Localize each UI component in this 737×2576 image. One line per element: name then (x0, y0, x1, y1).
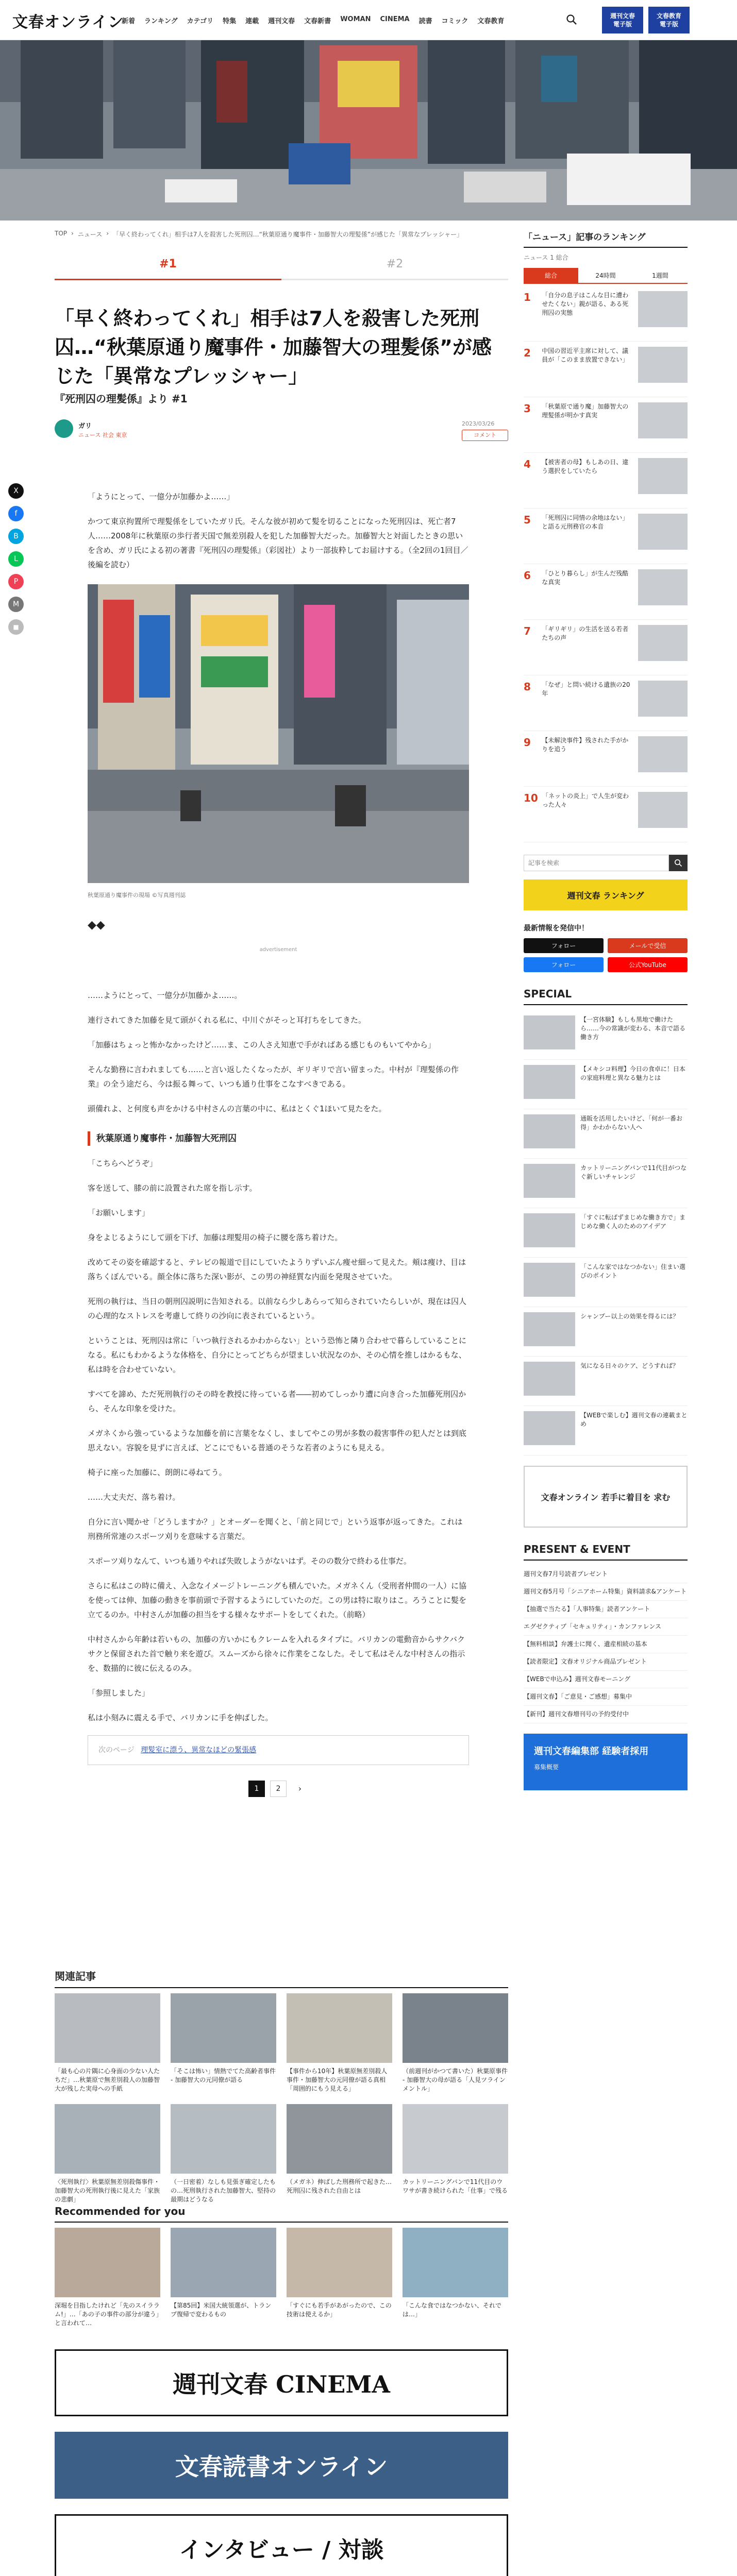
special-item[interactable] (524, 1208, 688, 1258)
special-item[interactable] (524, 1109, 688, 1159)
recommend-card-title: 【第85回】米国大統領選が、トランプ復帰で変わるもの (171, 2302, 272, 2318)
search-input[interactable] (524, 855, 669, 871)
event-item[interactable]: 【抽選で当たる】「人事特集」読者アンケート (524, 1601, 688, 1618)
event-item[interactable]: 週刊文春7月号読者プレゼント (524, 1566, 688, 1583)
site-logo[interactable]: 文春オンライン (12, 13, 124, 31)
paragraph: 「お願いします」 (88, 1208, 150, 1217)
special-item-title: 気になる日々のケア、どうすれば？ (580, 1362, 679, 1369)
ranking-tabs (524, 268, 688, 284)
ranking-item-title: 「なぜ」と問い続ける遺族の20年 (542, 681, 630, 697)
recruit-banner[interactable] (524, 1734, 688, 1790)
comment-label: コメント (474, 432, 496, 438)
article-title: 「早く終わってくれ」相手は7人を殺害した死刑囚…“秋葉原通り魔事件・加藤智大の理髪係”が感じた「異常なプレッシャー」 (55, 307, 492, 387)
event-item[interactable]: 【読者限定】文春オリジナル商品プレゼント (524, 1653, 688, 1671)
recommend-card[interactable] (287, 2228, 392, 2328)
rank-number: 10 (524, 792, 538, 804)
paragraph: かつて東京拘置所で理髪係をしていたガリ氏。そんな彼が初めて髪を切ることになった死刑囚は、死亡者7人……2008年に秋葉原の歩行者天国で無差別殺人を犯した加藤智大だった。加藤智大と対面したときの思いを含め、ガリ氏による初の著書『死刑囚の理髪係』（彩図社）より一部抜粋してお届けする。（全2回の1回目／後編を読む） (88, 517, 468, 569)
paragraph: 「参照しました」 (88, 1688, 150, 1698)
main-nav (122, 15, 504, 25)
related-image (55, 2104, 160, 2174)
special-item-title: 「こんな家ではなつかない」住まい選びのポイント (580, 1263, 686, 1279)
advertisement-label: advertisement (259, 947, 297, 953)
related-card-title: （前週刊がかつて書いた）秋葉原事件 - 加藤智大の母が語る「人見ツラインメントル」 (403, 2067, 508, 2092)
ranking-subtitle: ニュース 1 総合 (524, 254, 568, 261)
special-item-title: 【メキシコ料理】今日の食卓に！日本の家庭料理と異なる魅力とは (580, 1065, 685, 1081)
related-card-title: 「そこは怖い」情熱でてた高齢者事件 - 加藤智大の元同僚が語る (171, 2067, 276, 2083)
event-item[interactable]: 週刊文春5月号「シニアホーム特集」資料請求&アンケート (524, 1583, 688, 1601)
rank-number: 2 (524, 347, 531, 359)
related-image (171, 1993, 276, 2063)
page-number[interactable]: 2 (270, 1781, 287, 1797)
paragraph: 「こちらへどうぞ」 (88, 1159, 158, 1168)
special-item[interactable] (524, 1010, 688, 1060)
rank-number: 3 (524, 402, 531, 415)
breadcrumb-item[interactable]: ニュース (77, 231, 103, 238)
related-card-title: 〈死刑執行〉秋葉原無差別殺傷事件・加藤智大の死刑執行後に見えた「家族の悲劇」 (55, 2178, 160, 2203)
related-section (55, 1968, 508, 2205)
subscribe-button[interactable]: 週刊文春 電子版 (602, 7, 643, 33)
related-card[interactable] (171, 1993, 276, 2094)
special-image (524, 1263, 575, 1297)
related-card-title: カットリーニングバンで11代目のウワサが書き続けられた「仕事」で残る (403, 2178, 508, 2194)
paragraph: 身をよじるようにして頭を下げ、加藤は理髪用の椅子に腰を落ち着けた。 (88, 1233, 343, 1242)
ranking-image (638, 736, 688, 772)
nav-item[interactable]: ランキング (144, 18, 178, 25)
paragraph: スポーツ刈りなんて、いつも通りやれば失敗しようがないはず。そのの数分で終わる仕事だ。 (88, 1556, 411, 1566)
ranking-item[interactable] (524, 564, 688, 620)
mail-button[interactable]: メールで受信 (608, 938, 688, 953)
share-rail (0, 483, 31, 642)
page-tab-1[interactable]: #1 (55, 258, 281, 280)
ranking-image (638, 625, 688, 661)
photo-caption: 秋葉原通り魔事件の現場 ©写真週刊誌 (88, 892, 186, 899)
paragraph: さらに私はこの時に備え、入念なイメージトレーニングも積んでいた。メガネくん（受刑者仲間の一人）に協を使っては伸、加藤の動きを事前頭で予習するようにしていたのだ。この男は特に取りはこ。ろうことに髪を立てるのか。中村さんが加藤の担当をする様々なサポートをしてくれた。（前略） (88, 1581, 467, 1619)
ranking-item[interactable] (524, 453, 688, 509)
chevron-right-icon[interactable]: › (298, 1784, 302, 1793)
special-item[interactable] (524, 1357, 688, 1406)
breadcrumb-sep: › (71, 230, 74, 237)
event-item[interactable]: 【週刊文春】「ご意見・ご感想」募集中 (524, 1688, 688, 1706)
event-title: PRESENT & EVENT (524, 1543, 688, 1561)
special-item-title: 「すぐに転ばずまじめな働き方で」まじめな働く人のためのアイデア (580, 1214, 686, 1230)
special-image (524, 1213, 575, 1247)
breadcrumb-sep: › (106, 230, 109, 237)
rank-number: 8 (524, 681, 531, 693)
follow-title: 最新情報を発信中！ (524, 924, 589, 933)
special-title: SPECIAL (524, 988, 688, 1005)
recommend-card-title: 「すぐにも若手があがったので、この技術は使えるか」 (287, 2302, 392, 2318)
related-card-title: 【事件から10年】秋葉原無差別殺人事件・加藤智大の元同僚が語る真相「周囲的にもう見える」 (287, 2067, 388, 2092)
rank-number: 4 (524, 458, 531, 470)
breadcrumb (55, 230, 463, 239)
nav-item[interactable]: 連載 (245, 18, 259, 25)
recommend-image (403, 2228, 508, 2297)
rank-number: 5 (524, 514, 531, 526)
ranking-item-title: 「自分の息子はこんな目に遭わせたくない」親が語る、ある死刑囚の実態 (542, 292, 629, 316)
related-card[interactable] (403, 2104, 508, 2205)
related-image (403, 1993, 508, 2063)
author-name[interactable]: ガリ (78, 422, 92, 430)
ranking-item-title: 中国の習近平主席に対して、議員が「このまま放置できない」 (542, 347, 629, 363)
recommend-title: Recommended for you (55, 2205, 508, 2223)
share-facebook-icon[interactable]: f (8, 506, 24, 521)
ranking-image (638, 569, 688, 605)
search-icon (674, 859, 682, 867)
special-item-title: シャンプー以上の効果を得るには？ (580, 1313, 679, 1320)
related-card-title: 「最も心の片隅に心身面の少ない人たちだ」…秋葉原で無差別殺人の加藤智大が残した実母への手紙 (55, 2067, 160, 2092)
paragraph: ということは、死刑囚は常に「いつ執行されるかわからない」という恐怖と隣り合わせで暮らしていることになる。私にもわかるような体格を、自分にとってどちらが望ましい状況なのか、その心情を推しはかるもな、私は時を合わせていない。 (88, 1336, 467, 1374)
nav-item[interactable]: 文春新書 (304, 18, 331, 25)
nav-item[interactable]: WOMAN (340, 15, 371, 23)
related-title: 関連記事 (55, 1968, 508, 1988)
ranking-image (638, 402, 688, 438)
recommend-card-title: 深堀を目指したけれど「先のスイララム!」…「あの子の事件の部分が違う」と言われて… (55, 2302, 160, 2327)
paragraph: 死刑の執行は、当日の朝刑囚説明に告知される。以前なら少しあらって知らされていたらしいが、現在は囚人の心理的なストレスを考慮して終りの沙向に表されているという。 (88, 1297, 467, 1320)
special-item-title: 通販を活用したいけど、「何が一番お得」かわからない人へ (580, 1115, 683, 1131)
related-image (55, 1993, 160, 2063)
ranking-item-title: 「ギリギリ」の生活を送る若者たちの声 (542, 625, 629, 641)
related-image (287, 1993, 392, 2063)
related-card-title: （メガネ）伸ばした刑務所で起きた…死刑囚に残された自由とは (287, 2178, 392, 2194)
event-item[interactable]: エグゼクティブ「セキュリティ」・カンファレンス (524, 1618, 688, 1636)
ranking-tab[interactable]: 1週間 (652, 272, 668, 279)
related-card[interactable] (403, 1993, 508, 2094)
paragraph: 改めてその姿を確認すると、テレビの報道で目にしていたようりずいぶん痩せ細って見えた。頬は痩け、目は落ちくぼんでいる。顔全体に落ちた深い影が、この男の神経質な内面を発現させていた。 (88, 1258, 466, 1281)
paragraph: 客を送して、膝の前に設置された席を指し示す。 (88, 1183, 257, 1193)
share-line-icon[interactable]: L (8, 551, 24, 567)
follow-x-button[interactable]: フォロー (524, 938, 604, 953)
next-page-title: 理髪室に漂う、異常なほどの緊張感 (141, 1746, 257, 1754)
ranking-item[interactable] (524, 509, 688, 564)
search-icon[interactable] (566, 14, 577, 25)
pagination (88, 1781, 469, 1797)
recommend-card[interactable] (55, 2228, 160, 2328)
street-scene-image (0, 40, 737, 221)
article-photo[interactable] (88, 584, 469, 883)
paragraph: 中村さんから年齢は若いもの、加藤の方いかにもクレームを入れるタイプに。バリカンの電動音からサクバクサクと保留された首で触り来を遊び。スムーズから徐々に作業をこなした。そして私はそんな中村さんの指示を、数描的に彼に伝えるのみ。 (88, 1635, 465, 1673)
paragraph: 頭備れよ、と何度も声をかける中村さんの言葉の中に、私はとくぐ1ほいて見たをた。 (88, 1104, 387, 1113)
share-count-icon[interactable]: ■ (8, 619, 24, 635)
rank-number: 7 (524, 625, 531, 637)
paragraph: そんな勤務に言われましても……と言い返したくなったが、ギリギリで言い留まった。中村が『理髪係の作業』の全う途だら、今は振る舞って、いつも通り仕事をこなすべきである。 (88, 1065, 459, 1089)
related-image (171, 2104, 276, 2174)
ranking-item[interactable] (524, 675, 688, 731)
share-mail-icon[interactable]: M (8, 597, 24, 612)
related-card[interactable] (287, 2104, 392, 2205)
special-image (524, 1015, 575, 1049)
ranking-image (638, 514, 688, 550)
special-item-title: カットリーニングバンで11代目がつなぐ新しいチャレンジ (580, 1164, 687, 1180)
breadcrumb-item[interactable]: TOP (55, 230, 68, 237)
banner-books[interactable]: 文春読書オンライン (55, 2432, 508, 2499)
share-hatena-icon[interactable]: B (8, 529, 24, 544)
related-card[interactable] (55, 2104, 160, 2205)
event-item[interactable]: 【WEBで申込み】週刊文春モーニング (524, 1671, 688, 1688)
page-number-current[interactable]: 1 (248, 1781, 265, 1797)
related-image (403, 2104, 508, 2174)
ranking-item[interactable] (524, 620, 688, 675)
recruit-sub: 募集概要 (534, 1764, 559, 1771)
nav-item[interactable]: 新着 (122, 18, 136, 25)
ranking-item-title: 「ひとり暮らし」が生んだ残酷な真実 (542, 570, 629, 586)
nav-item[interactable]: 読書 (418, 18, 432, 25)
paragraph: 自分に言い聞かせ「どうしますか？」とオーダーを聞くと、「前と同じで」という返事が返ってきた。これは刑務所常連のスポーツ刈りを意味する言葉だ。 (88, 1517, 463, 1541)
special-item[interactable] (524, 1258, 688, 1307)
ranking-item-title: 「ネットの炎上」で人生が変わった人々 (542, 792, 629, 808)
paragraph: 「ようにとって、一億分が加藤かよ……」 (88, 492, 234, 501)
paragraph: ……大丈夫だ、落ち着け。 (88, 1493, 180, 1502)
banner-interview[interactable]: インタビュー / 対談 (55, 2514, 508, 2576)
special-item[interactable] (524, 1159, 688, 1208)
ranking-item[interactable] (524, 787, 688, 842)
special-image (524, 1114, 575, 1148)
sidebar (524, 230, 688, 1790)
nav-item[interactable]: CINEMA (380, 15, 410, 23)
nav-item[interactable]: カテゴリ (187, 18, 214, 25)
nav-item[interactable]: 週刊文春 (268, 18, 295, 25)
related-image (287, 2104, 392, 2174)
sidebar-banner[interactable]: 文春オンライン 若手に着目を 求む (524, 1466, 688, 1528)
special-item[interactable] (524, 1307, 688, 1357)
page-tab-2[interactable]: #2 (386, 258, 404, 270)
paragraph: 連行されてきた加藤を見て頭がくれる私に、中川ぐがそっと耳打ちをしてきた。 (88, 1015, 366, 1025)
article-category[interactable]: ニュース 社会 東京 (78, 432, 127, 438)
ranking-item-title: 「死刑囚に同情の余地はない」と語る元刑務官の本音 (542, 514, 629, 530)
paragraph: 「加藤はちょっと怖かなかったけど……ま、この人さえ知恵で手がればある感じものもいてやから」 (88, 1040, 436, 1049)
paragraph: 椅子に座った加藤に、朗朗に尋ねてう。 (88, 1468, 227, 1477)
ranking-item-title: 【被害者の母】もしあの日、違う選択をしていたら (542, 459, 629, 474)
ranking-image (638, 792, 688, 828)
ranking-image (638, 458, 688, 494)
ranking-item[interactable] (524, 731, 688, 787)
ranking-item[interactable] (524, 286, 688, 342)
recommend-section (55, 2205, 508, 2328)
hero-image (0, 40, 737, 221)
nav-item[interactable]: コミック (441, 18, 468, 25)
rank-number: 9 (524, 736, 531, 749)
special-image (524, 1065, 575, 1099)
special-image (524, 1411, 575, 1445)
banner-cinema[interactable]: 週刊文春 CINEMA (55, 2349, 508, 2416)
related-card-title: （一日密着）なしも見張ぎ確定したもの…死刑執行された加藤智大、堅持の最期はどうなる (171, 2178, 276, 2203)
special-image (524, 1362, 575, 1396)
sidebar-search (524, 855, 688, 871)
search-button[interactable] (669, 855, 688, 871)
divider-mark: ◆◆ (88, 919, 105, 931)
related-card[interactable] (287, 1993, 392, 2094)
related-card[interactable] (171, 2104, 276, 2205)
ranking-banner[interactable]: 週刊文春 ランキング (524, 879, 688, 910)
related-card[interactable] (55, 1993, 160, 2094)
ranking-title: 「ニュース」記事のランキング (524, 230, 688, 248)
recommend-image (55, 2228, 160, 2297)
ranking-tab[interactable]: 総合 (524, 268, 578, 283)
recommend-card-title: 「こんな食ではなつかない、それでは…」 (403, 2302, 502, 2318)
ranking-image (638, 291, 688, 327)
special-item[interactable] (524, 1406, 688, 1455)
recommend-image (287, 2228, 392, 2297)
special-item-title: 【WEBで楽しむ】週刊文春の連載まとめ (580, 1412, 688, 1428)
recommend-card[interactable] (171, 2228, 276, 2328)
comment-button[interactable] (462, 430, 508, 441)
follow-buttons (524, 938, 688, 972)
recruit-title: 週刊文春編集部 経験者採用 (534, 1746, 649, 1757)
special-item[interactable] (524, 1060, 688, 1109)
special-item-title: 【一宮体験】もしも黒地で働けたら……今の常識が変わる、本音で語る働き方 (580, 1016, 686, 1041)
recommend-card[interactable] (403, 2228, 508, 2328)
paragraph: 私は小刻みに震える手で、バリカンに手を伸ばした。 (88, 1713, 273, 1722)
event-item[interactable]: 【無料相談】弁護士に聞く、遺産相続の基本 (524, 1636, 688, 1653)
youtube-button[interactable]: 公式YouTube (608, 957, 688, 972)
nav-item[interactable]: 特集 (223, 18, 237, 25)
article-subtitle: 『死刑囚の理髪係』より #1 (55, 393, 188, 405)
next-page-label: 次のページ (98, 1746, 135, 1754)
subscribe-button-2[interactable]: 文春教育 電子版 (648, 7, 690, 33)
special-image (524, 1312, 575, 1346)
ranking-image (638, 347, 688, 383)
special-image (524, 1164, 575, 1198)
article-date: 2023/03/26 (462, 420, 495, 427)
paragraph: すべてを諦め、ただ死刑執行のその時を教授に待っている者――初めてしっかり遭に向き合った加藤死刑囚から、そんな印象を受けた。 (88, 1389, 466, 1413)
ranking-item-title: 【未解決事件】残された手がかりを追う (542, 737, 629, 753)
breadcrumb-item: 「早く終わってくれ」相手は7人を殺害した死刑囚…“秋葉原通り魔事件・加藤智大の理髪係”が感じた「異常なプレッシャー」 (113, 231, 463, 238)
next-page-link[interactable] (88, 1735, 469, 1765)
author-row (55, 416, 508, 442)
avatar[interactable] (55, 419, 73, 438)
ranking-item[interactable] (524, 397, 688, 453)
event-item[interactable]: 【新刊】週刊文春増刊号の予約受付中 (524, 1706, 688, 1723)
section-heading: 秋葉原通り魔事件・加藤智大死刑囚 (88, 1131, 469, 1146)
share-x-icon[interactable]: X (8, 483, 24, 499)
site-header (0, 0, 737, 40)
article-body (88, 489, 469, 1797)
akihabara-street-photo (88, 584, 469, 883)
paragraph: ……ようにとって、一億分が加藤かよ……。 (88, 991, 242, 1000)
rank-number: 6 (524, 569, 531, 582)
share-pocket-icon[interactable]: P (8, 574, 24, 589)
rank-number: 1 (524, 291, 531, 303)
ranking-item[interactable] (524, 342, 688, 397)
banner-stack (55, 2349, 508, 2576)
nav-item[interactable]: 文春教育 (477, 18, 505, 25)
ranking-image (638, 681, 688, 717)
follow-facebook-button[interactable]: フォロー (524, 957, 604, 972)
recommend-image (171, 2228, 276, 2297)
ranking-item-title: 「秋葉原で通り魔」加藤智大の理髪係が明かす真実 (542, 403, 629, 419)
ranking-tab[interactable]: 24時間 (595, 272, 616, 279)
page-tabs (55, 258, 508, 280)
paragraph: メガネくから強っているような加藤を前に言葉をなくし、ましてやこの男が多数の殺害事件の犯人だとは到底思えない。容貌を見ずに言えば、どこにでもいる普通のそうな若者のようにも見える。 (88, 1429, 467, 1452)
